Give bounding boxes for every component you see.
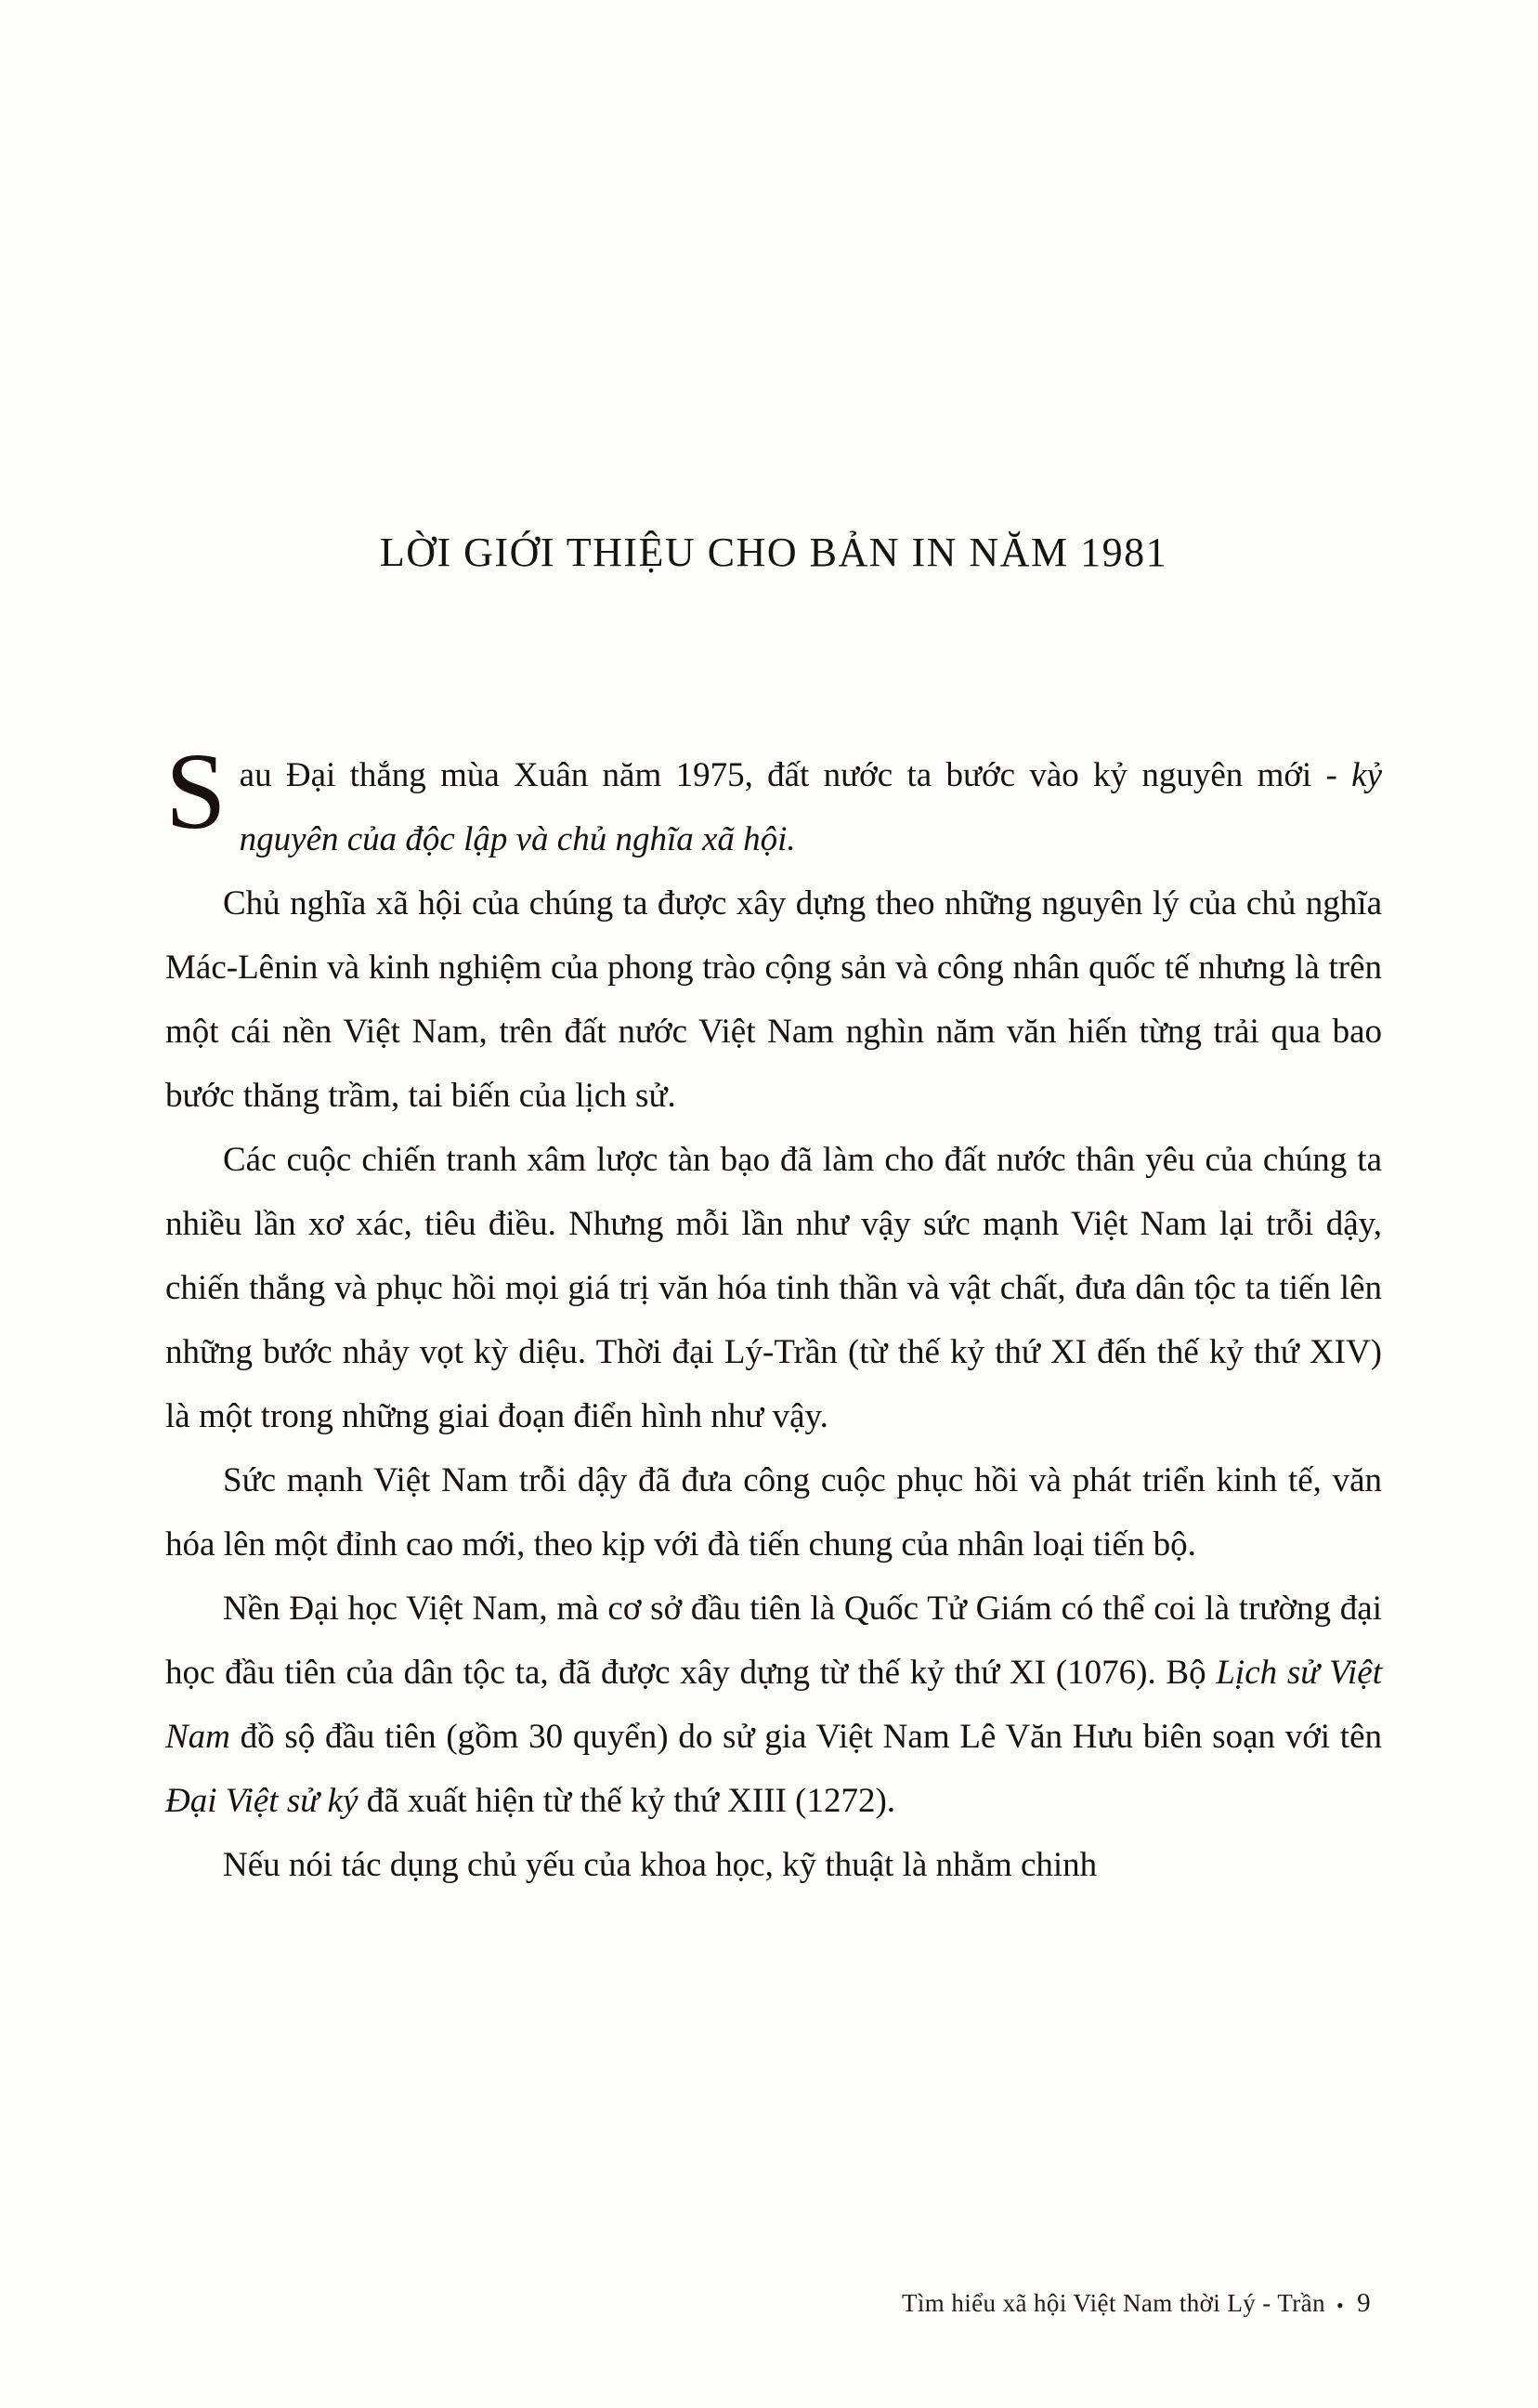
paragraph-5 — [165, 1577, 1382, 1833]
paragraph-3 — [165, 1128, 1382, 1448]
footer-inner — [902, 2288, 1371, 2319]
page-content — [165, 0, 1382, 2408]
drop-cap: S — [165, 730, 227, 852]
italic-run: Lịch sử Việt Nam — [165, 1654, 1383, 1756]
paragraph-5-text: Nền Đại học Việt Nam, mà cơ sở đầu tiên là Quốc Tử Giám có thể coi là trường đại học đầu tiên của dân tộc ta, đã được xây dựng từ thế kỷ thứ XI (1076). Bộ Lịch sử Việt Nam đồ sộ đầu tiên (gồm 30 quyển) do sử gia Việt Nam Lê Văn Hưu biên soạn với tên Đại Việt sử ký đã xuất hiện từ thế kỷ thứ XIII (1272). — [165, 1590, 1383, 1820]
paragraph-4-text: Sức mạnh Việt Nam trỗi dậy đã đưa công cuộc phục hồi và phát triển kinh tế, văn hóa lên một đỉnh cao mới, theo kịp với đà tiến chung của nhân loại tiến bộ. — [165, 1461, 1382, 1564]
page-footer — [0, 2259, 1538, 2408]
paragraph-2-text: Chủ nghĩa xã hội của chúng ta được xây dựng theo những nguyên lý của chủ nghĩa Mác-Lênin và kinh nghiệm của phong trào cộng sản và công nhân quốc tế nhưng là trên một cái nền Việt Nam, trên đất nước Việt Nam nghìn năm văn hiến từng trải qua bao bước thăng trầm, tai biến của lịch sử. — [165, 884, 1382, 1115]
paragraph-4 — [165, 1448, 1382, 1577]
italic-run: Đại Việt sử ký — [165, 1782, 358, 1820]
paragraph-3-text: Các cuộc chiến tranh xâm lược tàn bạo đã làm cho đất nước thân yêu của chúng ta nhiều lần xơ xác, tiêu điều. Nhưng mỗi lần như vậy sức mạnh Việt Nam lại trỗi dậy, chiến thắng và phục hồi mọi giá trị văn hóa tinh thần và vật chất, đưa dân tộc ta tiến lên những bước nhảy vọt kỳ diệu. Thời đại Lý-Trần (từ thế kỷ thứ XI đến thế kỷ thứ XIV) là một trong những giai đoạn điển hình như vậy. — [165, 1141, 1382, 1435]
paragraph-6-text: Nếu nói tác dụng chủ yếu của khoa học, kỹ thuật là nhằm chinh — [223, 1846, 1098, 1884]
page-title: LỜI GIỚI THIỆU CHO BẢN IN NĂM 1981 — [379, 530, 1168, 576]
body-text — [165, 730, 1383, 1897]
footer-separator-dot: • — [1336, 2293, 1345, 2317]
paragraph-1-text: au Đại thắng mùa Xuân năm 1975, đất nước ta bước vào kỷ nguyên mới - kỷ nguyên của độc lập và chủ nghĩa xã hội. — [239, 756, 1382, 858]
running-title: Tìm hiểu xã hội Việt Nam thời Lý - Trần — [902, 2289, 1325, 2317]
paragraph-6 — [165, 1833, 1382, 1897]
italic-run: kỷ nguyên của độc lập và chủ nghĩa xã hội. — [239, 756, 1382, 858]
paragraph-1 — [165, 730, 1382, 871]
paragraph-2 — [165, 871, 1382, 1128]
page-number: 9 — [1357, 2288, 1371, 2318]
